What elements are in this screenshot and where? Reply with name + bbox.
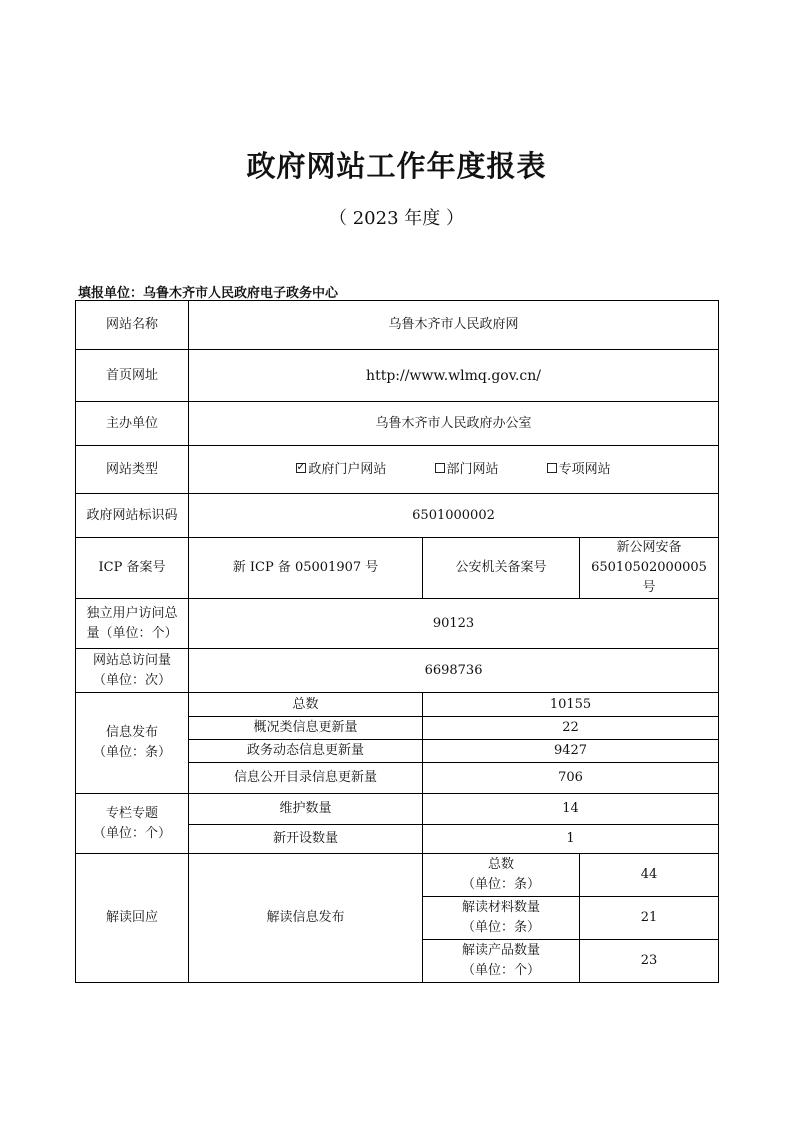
- site-name-label: 网站名称: [76, 301, 189, 350]
- checkbox-checked-icon: [296, 463, 306, 473]
- checkbox-empty-icon: [435, 463, 445, 473]
- total-visits-label: 网站总访问量 （单位：次）: [76, 649, 189, 693]
- interp-item-label: 解读材料数量 （单位：条）: [423, 897, 580, 940]
- page-title: 政府网站工作年度报表: [246, 149, 547, 183]
- topics-item-label: 维护数量: [189, 794, 423, 825]
- site-type-option-label: 政府门户网站: [308, 461, 387, 477]
- row-site-type: [76, 446, 719, 494]
- row-homepage-url: [76, 350, 719, 402]
- interpretation-label: 解读回应: [76, 854, 189, 983]
- topics-item-label: 新开设数量: [189, 825, 423, 854]
- row-interp-total: [76, 854, 719, 897]
- info-item-value: 22: [423, 717, 719, 740]
- row-sponsor: [76, 402, 719, 446]
- site-type-option-label: 部门网站: [446, 461, 499, 477]
- site-type-option-department: [435, 460, 499, 480]
- interpretation-sub-label: 解读信息发布: [189, 854, 423, 983]
- info-item-label: 政务动态信息更新量: [189, 740, 423, 763]
- info-release-label: 信息发布 （单位：条）: [76, 693, 189, 794]
- site-type-label: 网站类型: [76, 446, 189, 494]
- row-icp: [76, 538, 719, 599]
- checkbox-empty-icon: [547, 463, 557, 473]
- site-id-label: 政府网站标识码: [76, 494, 189, 538]
- site-name-value: 乌鲁木齐市人民政府网: [189, 301, 719, 350]
- police-record-label: 公安机关备案号: [423, 538, 580, 599]
- interp-item-label: 总数 （单位：条）: [423, 854, 580, 897]
- total-visits-value: 6698736: [189, 649, 719, 693]
- report-year: （ 2023 年度 ）: [329, 208, 464, 229]
- info-item-value: 9427: [423, 740, 719, 763]
- row-unique-visitors: [76, 599, 719, 649]
- interp-item-value: 44: [580, 854, 719, 897]
- info-item-value: 706: [423, 763, 719, 794]
- site-type-option-portal: [296, 460, 386, 480]
- sponsor-label: 主办单位: [76, 402, 189, 446]
- sponsor-value: 乌鲁木齐市人民政府办公室: [189, 402, 719, 446]
- interp-item-value: 23: [580, 940, 719, 983]
- info-item-label: 信息公开目录信息更新量: [189, 763, 423, 794]
- interp-item-value: 21: [580, 897, 719, 940]
- row-topics-maintained: [76, 794, 719, 825]
- site-id-value: 6501000002: [189, 494, 719, 538]
- icp-label: ICP 备案号: [76, 538, 189, 599]
- homepage-url-label: 首页网址: [76, 350, 189, 402]
- info-item-value: 10155: [423, 693, 719, 717]
- topics-item-value: 1: [423, 825, 719, 854]
- site-type-option-special: [547, 460, 611, 480]
- reporting-unit: 填报单位：乌鲁木齐市人民政府电子政务中心: [78, 286, 339, 301]
- info-item-label: 概况类信息更新量: [189, 717, 423, 740]
- site-type-options: [189, 446, 719, 494]
- police-record-value: 新公网安备 65010502000005 号: [580, 538, 719, 599]
- topics-item-value: 14: [423, 794, 719, 825]
- homepage-url-value: http://www.wlmq.gov.cn/: [189, 350, 719, 402]
- icp-value: 新 ICP 备 05001907 号: [189, 538, 423, 599]
- row-total-visits: [76, 649, 719, 693]
- special-topics-label: 专栏专题 （单位：个）: [76, 794, 189, 854]
- row-site-id: [76, 494, 719, 538]
- site-type-option-label: 专项网站: [558, 461, 611, 477]
- unique-visitors-label: 独立用户访问总 量（单位：个）: [76, 599, 189, 649]
- info-item-label: 总数: [189, 693, 423, 717]
- unique-visitors-value: 90123: [189, 599, 719, 649]
- report-table: [75, 300, 719, 983]
- interp-item-label: 解读产品数量 （单位：个）: [423, 940, 580, 983]
- row-site-name: [76, 301, 719, 350]
- row-info-total: [76, 693, 719, 717]
